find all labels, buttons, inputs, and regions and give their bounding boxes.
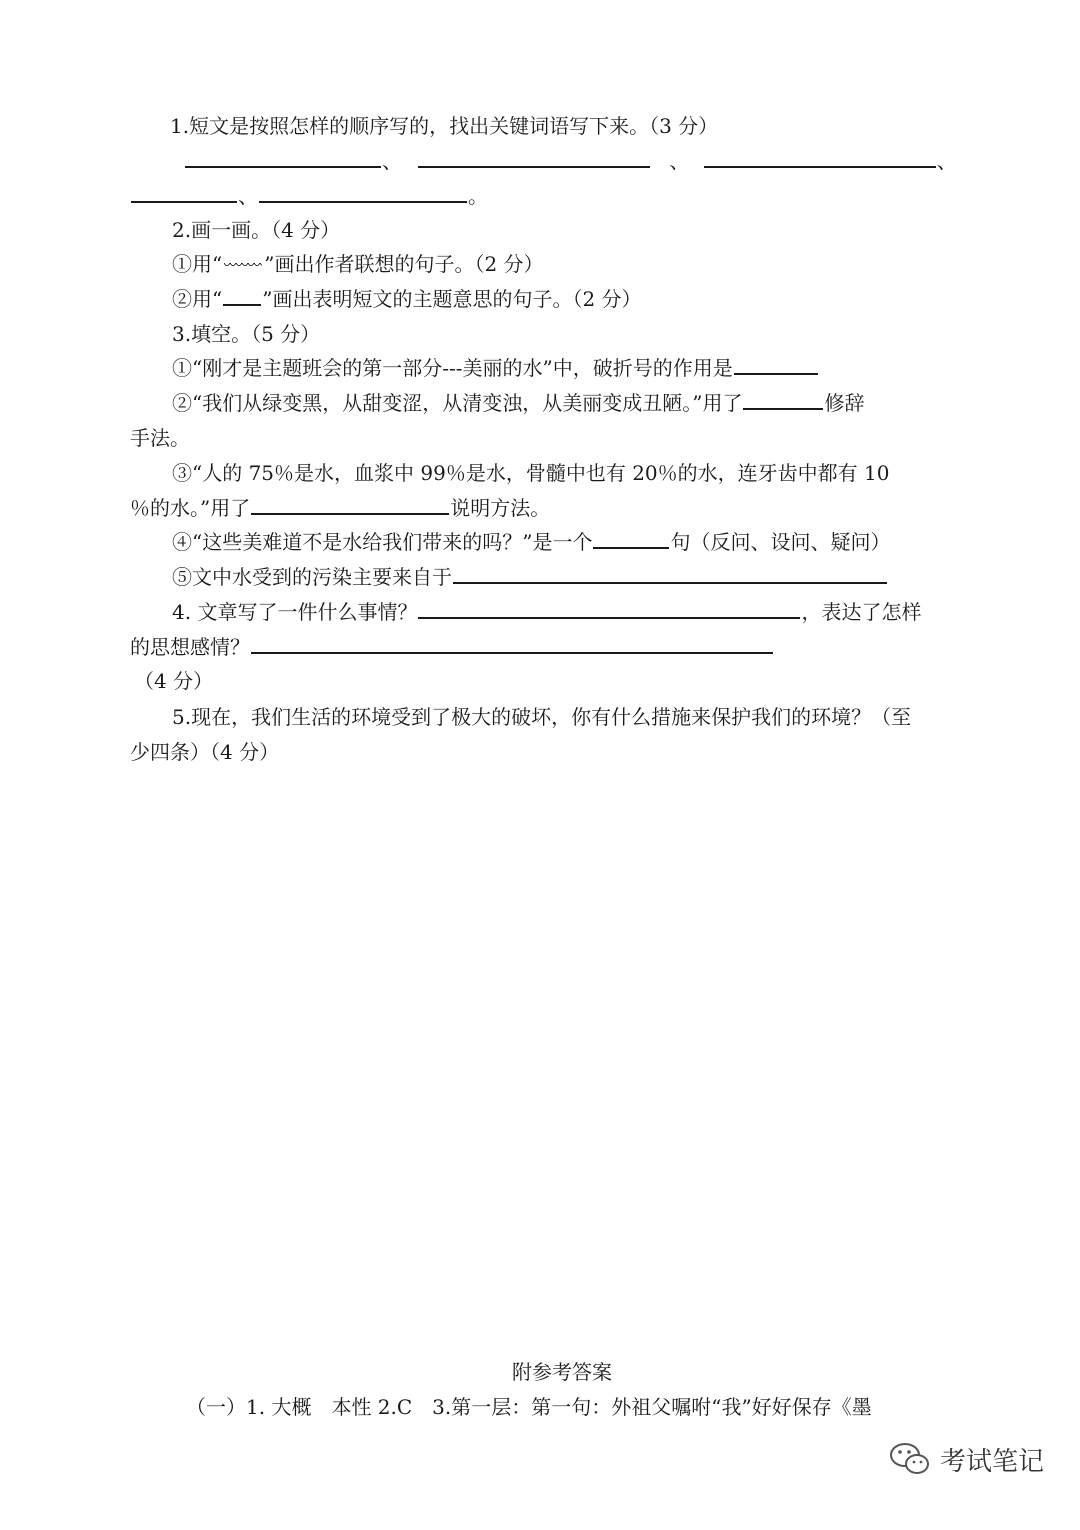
q2-item-a: ①用“ ”画出作者联想的句子。（2 分） [172, 252, 544, 276]
answer-blank[interactable] [734, 355, 818, 375]
q4-line1: 4. 文章写了一件什么事情？ ，表达了怎样 [172, 600, 922, 624]
q5-line1: 5.现在，我们生活的环境受到了极大的破坏，你有什么措施来保护我们的环境？（至 [172, 705, 912, 729]
q3-item-c-line1: ③“人的 75％是水，血浆中 99％是水，骨髓中也有 20％的水，连牙齿中都有 10 [172, 461, 890, 485]
answer-blank[interactable] [185, 148, 381, 168]
separator: 、 [669, 149, 690, 173]
answer-blank[interactable] [418, 599, 800, 619]
q1-blanks-line1 [184, 147, 957, 175]
q4-score: （4 分） [134, 669, 214, 693]
answers-line1: （一）1. 大概 本性 2.C 3.第一层：第一句：外祖父嘱咐“我”好好保存《墨 [186, 1395, 872, 1419]
q1-blanks-line2 [130, 182, 488, 210]
watermark-text: 考试笔记 [939, 1446, 1044, 1477]
answer-blank[interactable] [743, 390, 823, 410]
q3-item-e: ⑤文中水受到的污染主要来自于 [172, 563, 888, 591]
answer-blank[interactable] [259, 183, 467, 203]
q3-item-d: ④“这些美难道不是水给我们带来的吗？”是一个 句（反问、设问、疑问） [172, 530, 891, 554]
q3-title: 3.填空。（5 分） [172, 322, 321, 346]
period: 。 [468, 184, 488, 208]
answer-blank[interactable] [593, 529, 669, 549]
q3-item-b: ②“我们从绿变黑，从甜变涩，从清变浊，从美丽变成丑陋。”用了 修辞 [172, 391, 865, 415]
q3-item-b-cont: 手法。 [130, 426, 190, 450]
answer-blank[interactable] [704, 148, 936, 168]
answer-blank[interactable] [251, 634, 773, 654]
wavy-line-icon [224, 263, 262, 269]
wechat-icon [888, 1439, 932, 1479]
q1-title: 1.短文是按照怎样的顺序写的，找出关键词语写下来。（3 分） [170, 114, 719, 138]
separator: 、 [936, 149, 957, 173]
q3-item-a: ①“刚才是主题班会的第一部分---美丽的水”中，破折号的作用是 [172, 354, 819, 382]
answer-blank[interactable] [453, 564, 887, 584]
answer-blank[interactable] [251, 495, 449, 515]
answers-title: 附参考答案 [512, 1360, 612, 1384]
separator: 、 [238, 184, 258, 208]
q2-item-b: ②用“ ”画出表明短文的主题意思的句子。（2 分） [172, 287, 642, 311]
answer-blank[interactable] [418, 148, 650, 168]
q5-line2: 少四条）（4 分） [130, 740, 280, 764]
answer-blank[interactable] [131, 183, 237, 203]
watermark [888, 1436, 1044, 1482]
q2-title: 2.画一画。（4 分） [172, 218, 341, 242]
separator: 、 [382, 149, 402, 173]
q4-line2: 的思想感情？ [130, 633, 774, 661]
straight-line-icon [223, 286, 261, 306]
q3-item-c-line2: ％的水。”用了 说明方法。 [130, 496, 551, 520]
